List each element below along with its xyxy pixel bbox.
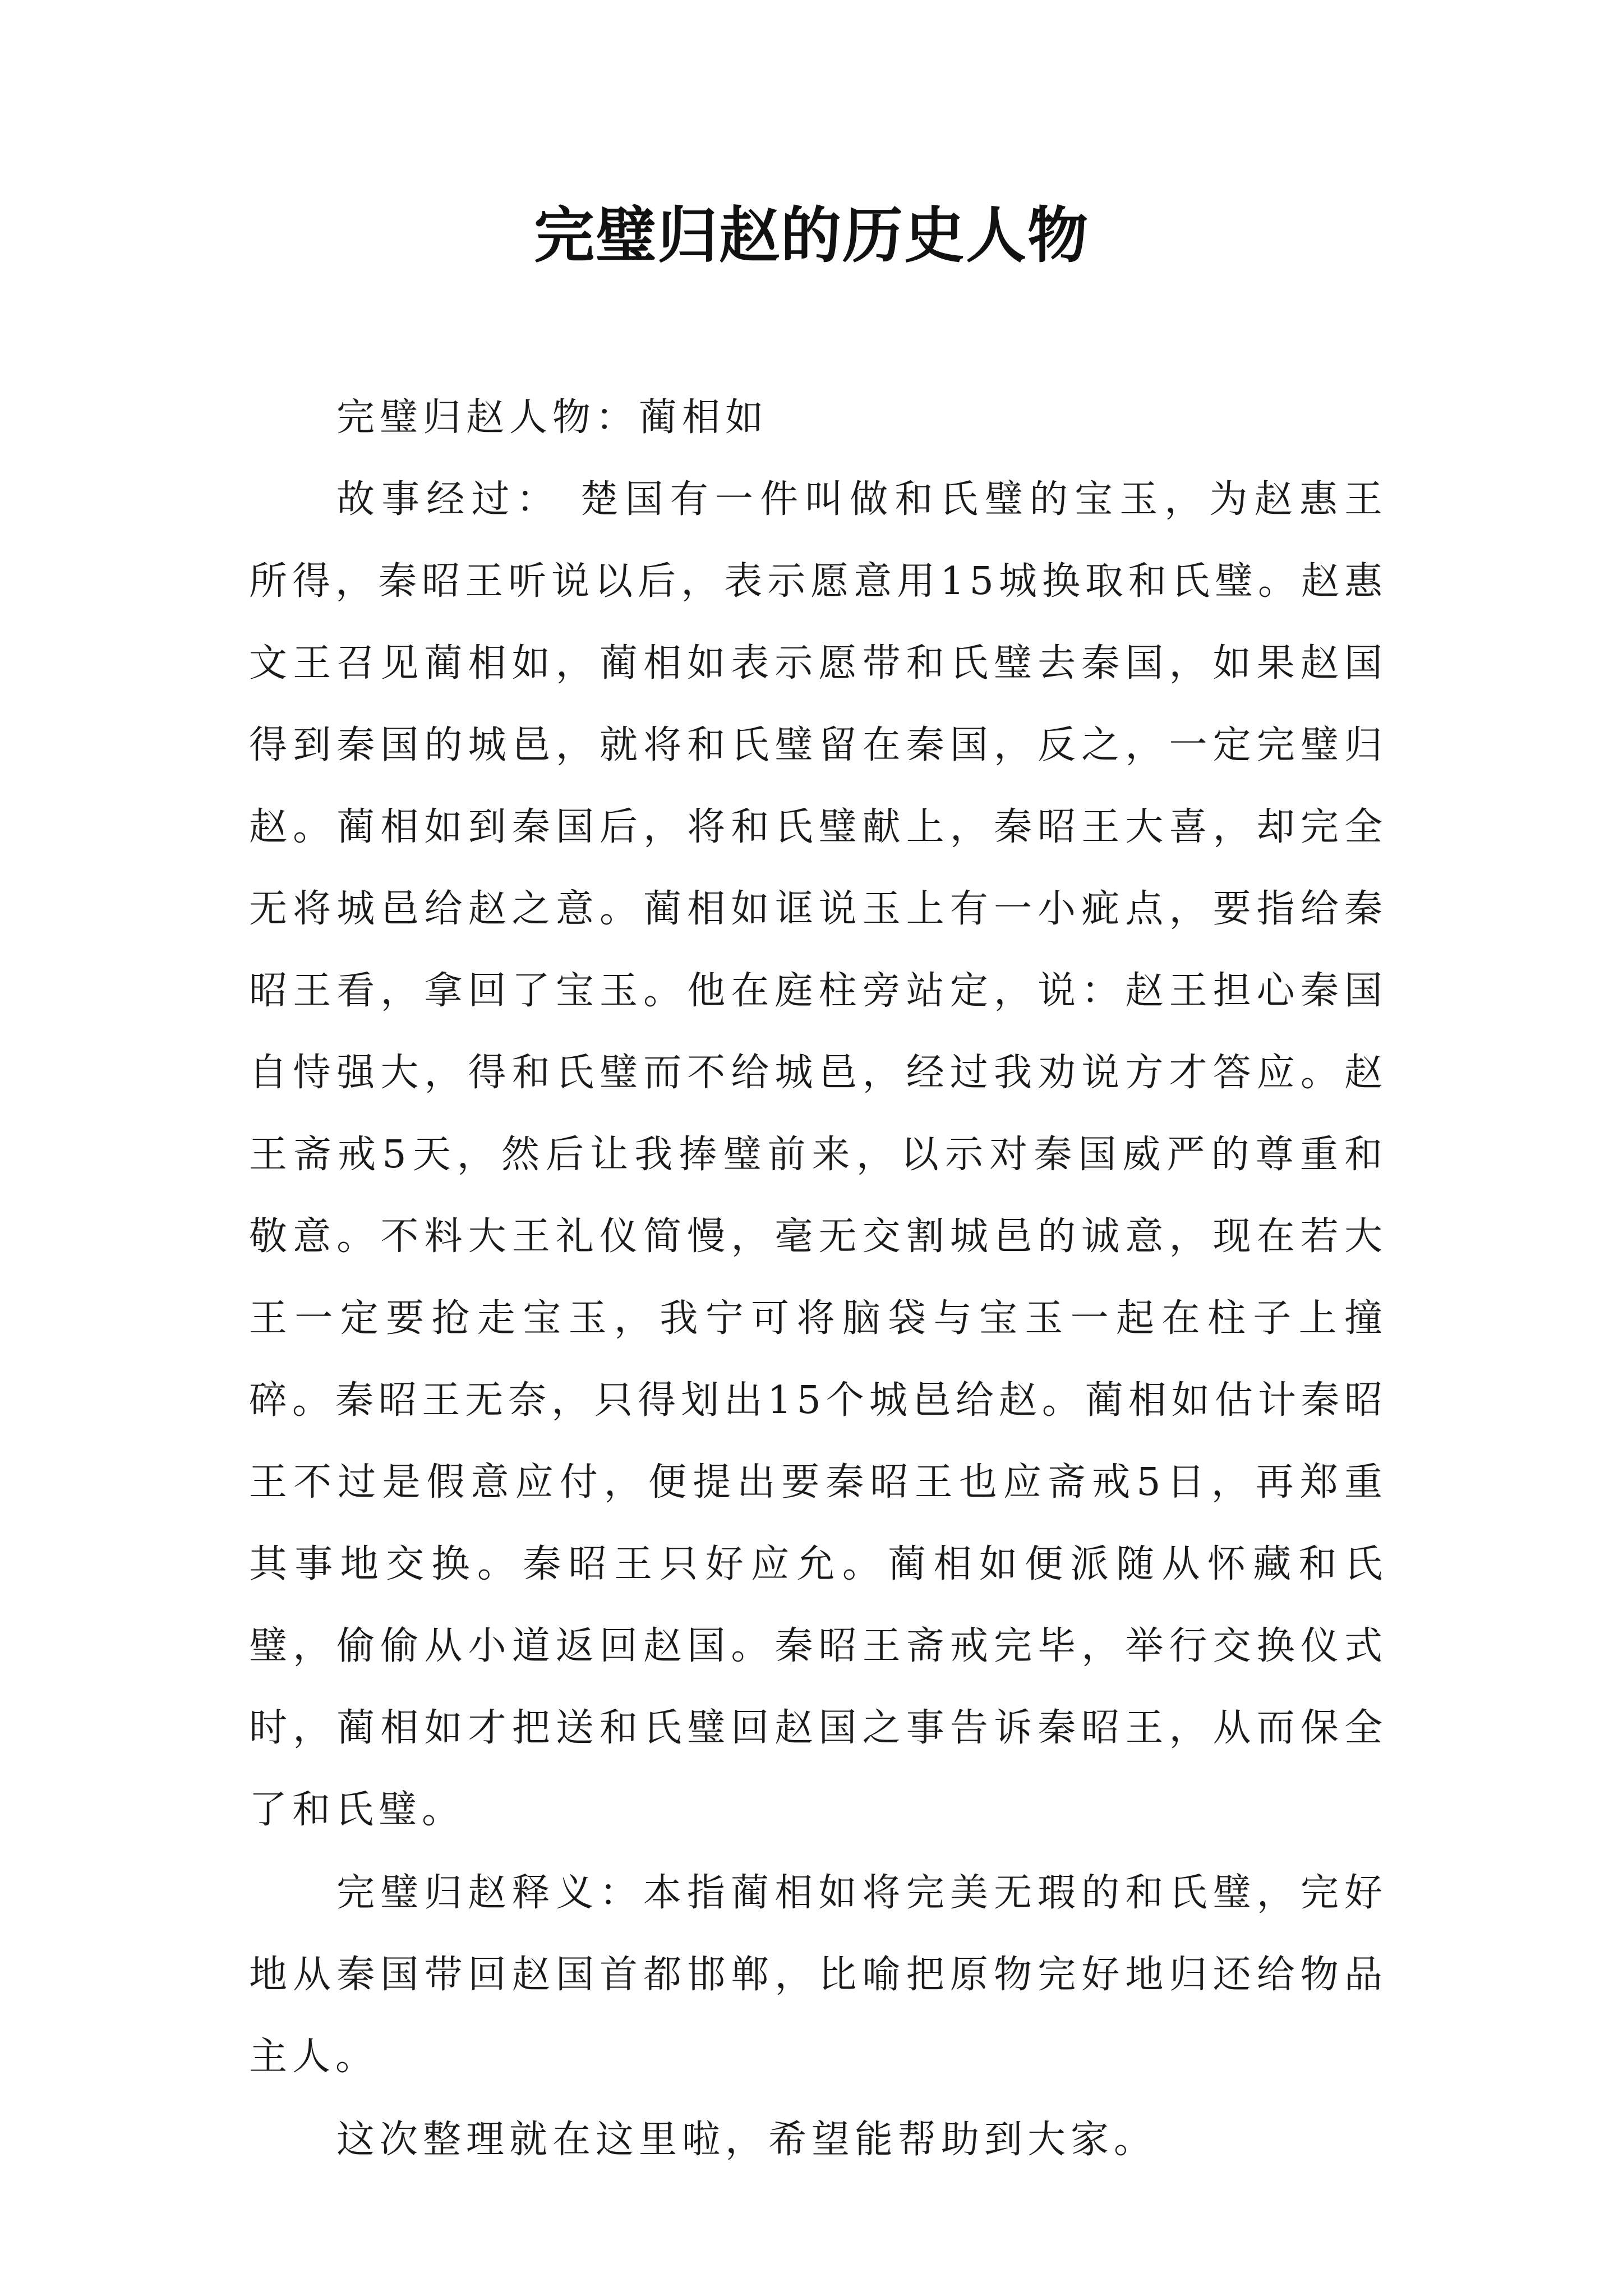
paragraph-meaning: 完璧归赵释义：本指蔺相如将完美无瑕的和氏璧，完好地从秦国带回赵国首都邯郸，比喻把原物完好地归还给物品主人。 xyxy=(249,1871,1387,2079)
paragraph-person: 完璧归赵人物：蔺相如 xyxy=(336,395,769,440)
paragraph-closing: 这次整理就在这里啦，希望能帮助到大家。 xyxy=(336,2118,1158,2162)
page-title: 完璧归赵的历史人物 xyxy=(533,200,1089,271)
paragraph-story: 故事经过： 楚国有一件叫做和氏璧的宝玉，为赵惠王所得，秦昭王听说以后，表示愿意用15城换取和氏璧。赵惠文王召见蔺相如，蔺相如表示愿带和氏璧去秦国，如果赵国得到秦国的城邑，就将和氏璧留在秦国，反之，一定完璧归赵。蔺相如到秦国后，将和氏璧献上，秦昭王大喜，却完全无将城邑给赵之意。蔺相如诓说玉上有一小疵点，要指给秦昭王看，拿回了宝玉。他在庭柱旁站定，说：赵王担心秦国自恃强大，得和氏璧而不给城邑，经过我劝说方才答应。赵王斋戒5天，然后让我捧璧前来，以示对秦国威严的尊重和敬意。不料大王礼仪简慢，毫无交割城邑的诚意，现在若大王一定要抢走宝玉，我宁可将脑袋与宝玉一起在柱子上撞碎。秦昭王无奈，只得划出15个城邑给赵。蔺相如估计秦昭王不过是假意应付，便提出要秦昭王也应斋戒5日，再郑重其事地交换。秦昭王只好应允。蔺相如便派随从怀藏和氏璧，偷偷从小道返回赵国。秦昭王斋戒完毕，举行交换仪式时，蔺相如才把送和氏璧回赵国之事告诉秦昭王，从而保全了和氏璧。 xyxy=(249,477,1387,1832)
document-body xyxy=(249,377,1387,2181)
